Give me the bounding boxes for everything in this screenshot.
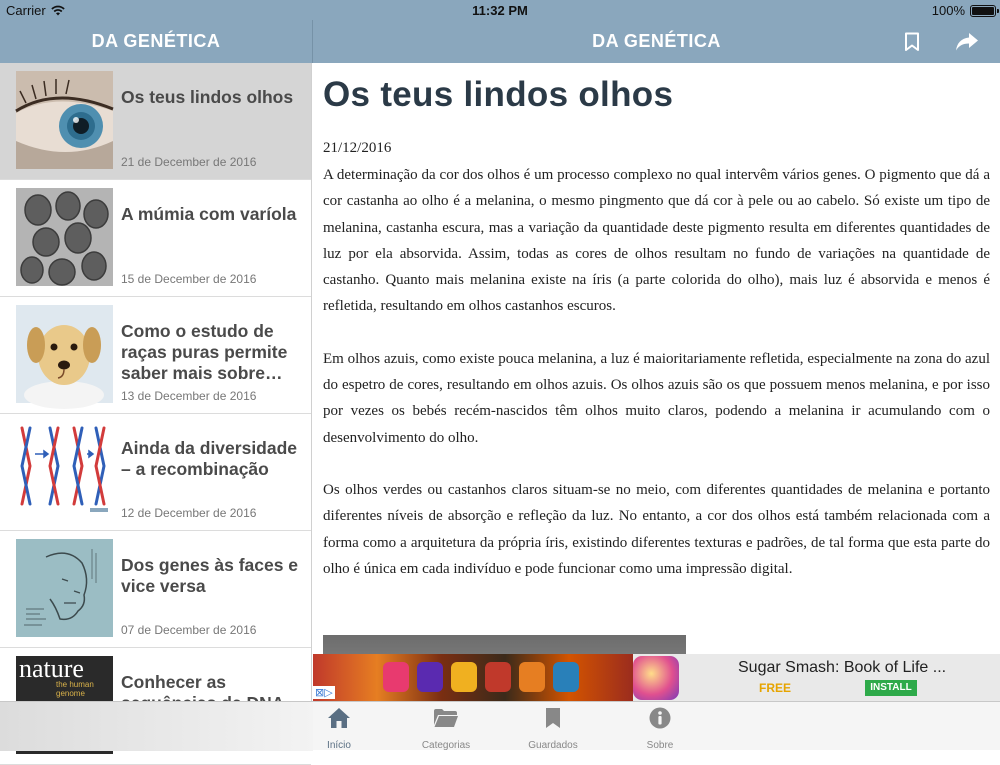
list-item[interactable]	[0, 531, 311, 648]
nature-subtitle: the human genome	[56, 680, 94, 698]
article-list	[0, 63, 312, 701]
article-paragraph: A determinação da cor dos olhos é um processo complexo no qual intervêm vários genes. O pigmento que dá a cor castanha ao olho é a melanina, o mesmo pingmento que dá cor à pele ou ao cabelo. Só existe um tipo de melanina, castanha escura, mas a variação da quantidade deste pigmento resulta em diferentes quantidades de luz por ela absorvida. Assim, todas as cores de olhos resultam no fundo de variações na quantidade de castanho. Quanto mais melanina existe na íris (a parte colorida do olho), mais luz é absorvida e menos é refletida, resultando em olhos castanhos escuros.	[323, 167, 990, 315]
list-item[interactable]	[0, 414, 311, 531]
tab-inicio[interactable]	[299, 706, 379, 750]
puppy-thumbnail	[16, 305, 113, 403]
virus-thumbnail	[16, 188, 113, 286]
ad-game-artwork	[313, 654, 633, 702]
candy-icon	[553, 662, 579, 692]
tab-label: Sobre	[646, 740, 674, 751]
eye-photo-icon	[16, 71, 113, 169]
list-item-title: Como o estudo de raças puras permite saber mais sobre…	[121, 321, 288, 383]
tab-label: Início	[327, 740, 351, 751]
battery	[932, 3, 996, 18]
ad-install-button[interactable]: INSTALL	[865, 680, 917, 696]
adchoices-icon[interactable]: ⊠▷	[315, 687, 333, 699]
list-item[interactable]	[0, 63, 311, 180]
tab-sobre[interactable]	[620, 706, 700, 750]
article-body	[323, 162, 990, 608]
face-sketch-thumbnail	[16, 539, 113, 637]
candy-icon	[519, 662, 545, 692]
list-item-title: Ainda da diversidade – a recombinação	[121, 438, 298, 479]
share-arrow-icon	[955, 32, 979, 52]
battery-percent: 100%	[931, 3, 965, 18]
bookmark-outline-icon	[904, 32, 920, 52]
tab-categorias[interactable]	[406, 706, 486, 750]
candy-icon	[417, 662, 443, 692]
detail-nav-title: DA GENÉTICA	[592, 31, 721, 51]
list-item-title: Os teus lindos olhos	[121, 87, 294, 107]
article-paragraph: Em olhos azuis, como existe pouca melanina, a luz é maioritariamente refletida, especialmente na zona do azul do espetro de cores, resultando em olhos azuis. Os olhos azuis são os que possuem menos melanina, e por isso por vezes os bebés recém-nascidos têm olhos muito claros, podendo a melanina ir acumulando com o desenvolvimento do olho.	[323, 350, 990, 446]
ad-app-icon	[633, 656, 679, 700]
tab-guardados[interactable]	[513, 706, 593, 750]
face-sketch-icon	[16, 539, 113, 637]
tab-bar	[0, 701, 1000, 750]
battery-fill	[972, 7, 994, 15]
list-item-date: 21 de December de 2016	[121, 155, 257, 169]
list-item[interactable]	[0, 180, 311, 297]
puppy-photo-icon	[16, 305, 113, 403]
list-item-title: Dos genes às faces e vice versa	[121, 555, 299, 596]
list-item-title: Conhecer as	[121, 672, 227, 692]
candy-icon	[451, 662, 477, 692]
ad-banner[interactable]	[313, 654, 1000, 702]
article-title: Os teus lindos olhos	[323, 75, 674, 114]
battery-icon	[970, 5, 996, 17]
tab-label: Categorias	[421, 740, 471, 751]
candy-icon	[383, 662, 409, 692]
list-item-title: A múmia com varíola	[121, 204, 297, 224]
status-bar	[0, 0, 1000, 20]
folder-icon	[433, 706, 459, 730]
article-paragraph: Os olhos verdes ou castanhos claros situam-se no meio, com diferentes quantidades de melanina e portanto diferentes níveis de absorção e refleção da luz. No entanto, a cor dos olhos está também relacionada com a forma como a arquitetura da própria íris, existindo diferentes texturas e padrões, de tal forma que esta parte do olho é única em cada indivíduo e pode funcionar como uma impressão digital.	[323, 481, 990, 577]
share-button[interactable]	[953, 28, 981, 56]
tab-label: Guardados	[528, 740, 578, 751]
nature-logo: nature	[19, 654, 84, 683]
chromosome-thumbnail	[16, 422, 113, 520]
eye-thumbnail	[16, 71, 113, 169]
bookmark-icon	[544, 706, 562, 730]
list-item-date: 15 de December de 2016	[121, 272, 257, 286]
list-item-date: 07 de December de 2016	[121, 623, 257, 637]
virus-micrograph-icon	[16, 188, 113, 286]
sidebar-nav-title: DA GENÉTICA	[91, 31, 221, 51]
carrier-label: Carrier	[6, 3, 46, 18]
list-item-date: 13 de December de 2016	[121, 389, 257, 403]
list-item[interactable]	[0, 297, 311, 414]
info-icon	[649, 706, 671, 730]
article-view	[313, 63, 1000, 701]
clock: 11:32 PM	[472, 3, 528, 18]
tab-bar-shade	[0, 702, 313, 751]
ad-title: Sugar Smash: Book of Life ...	[738, 659, 947, 676]
candy-icon	[485, 662, 511, 692]
chromosome-diagram-icon	[16, 422, 113, 520]
home-icon	[327, 706, 351, 730]
ad-price: FREE	[759, 681, 792, 695]
list-item-date: 12 de December de 2016	[121, 506, 257, 520]
article-date: 21/12/2016	[323, 140, 392, 156]
bookmark-button[interactable]	[898, 28, 926, 56]
